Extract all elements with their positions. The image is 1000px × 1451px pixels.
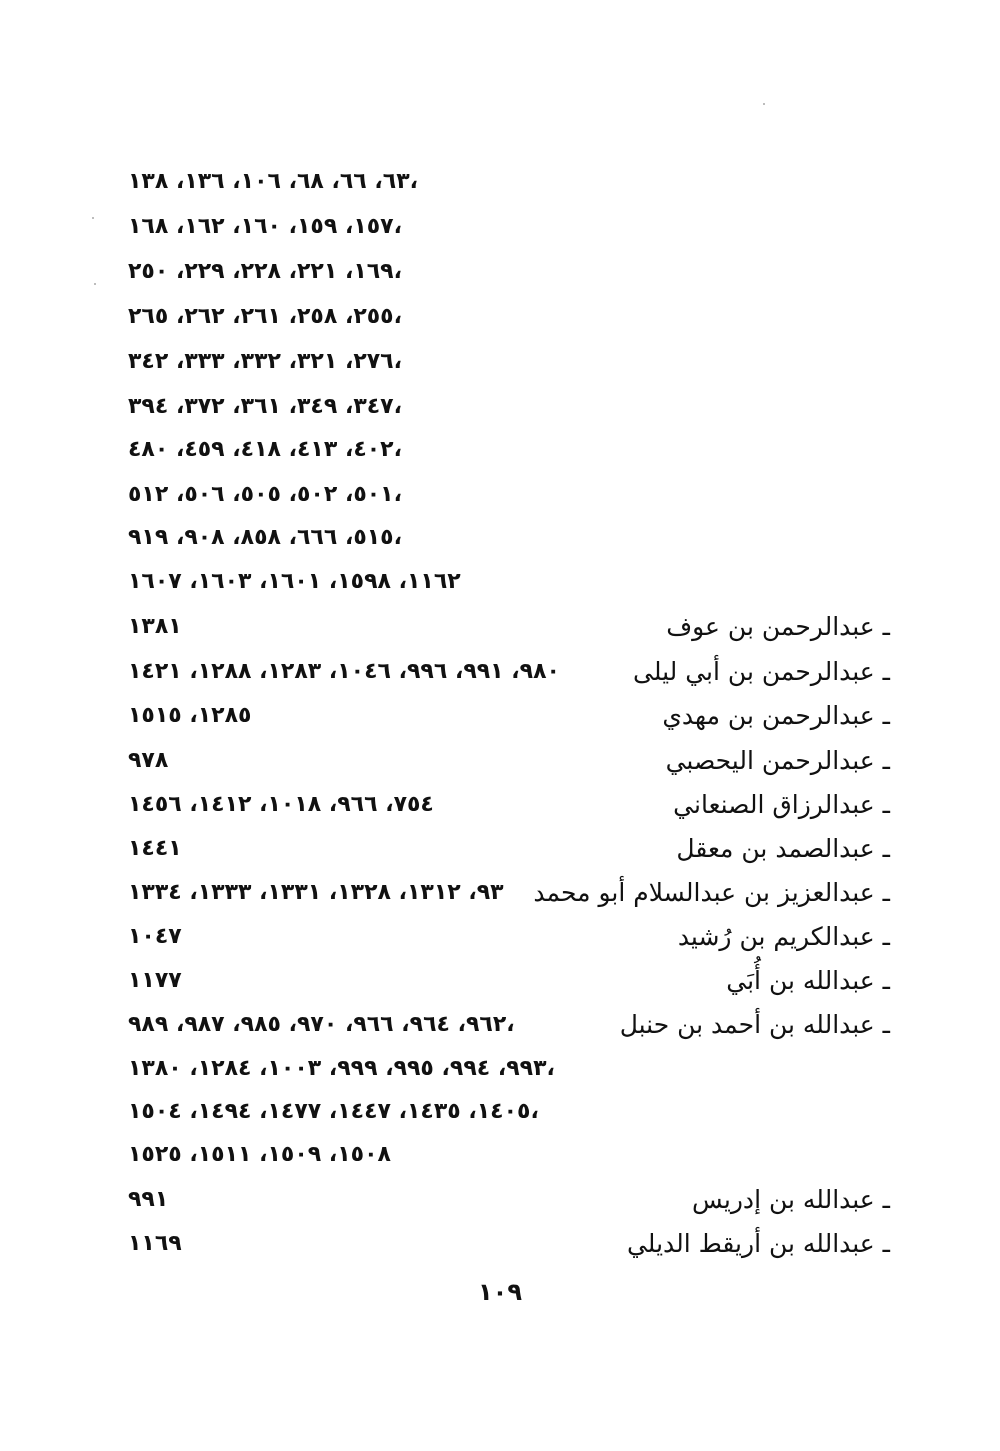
page-number: ١٠٩: [478, 1278, 522, 1306]
entry-page-refs: ١٦٩، ٢٢١، ٢٢٨، ٢٢٩، ٢٥٠،: [128, 259, 402, 284]
index-entry: [0, 562, 1000, 602]
index-entry: [0, 741, 1000, 781]
entry-name: ـ عبدالرحمن بن مهدي: [662, 701, 890, 730]
entry-page-refs: ٥١٥، ٦٦٦، ٨٥٨، ٩٠٨، ٩١٩،: [128, 525, 402, 550]
entry-page-refs: ١٥٧، ١٥٩، ١٦٠، ١٦٢، ١٦٨،: [128, 214, 402, 239]
entry-name: ـ عبدالرزاق الصنعاني: [673, 790, 890, 819]
entry-page-refs: ١١٧٧: [128, 968, 182, 993]
index-entry: [0, 652, 1000, 692]
index-entry: [0, 475, 1000, 515]
entry-name: ـ عبدالله بن أحمد بن حنبل: [619, 1010, 890, 1039]
index-entry: [0, 518, 1000, 558]
entry-page-refs: ١٤٠٥، ١٤٣٥، ١٤٤٧، ١٤٧٧، ١٤٩٤، ١٥٠٤،: [128, 1099, 539, 1124]
entry-page-refs: ١٣٨١: [128, 614, 182, 639]
entry-page-refs: ٤٠٢، ٤١٣، ٤١٨، ٤٥٩، ٤٨٠،: [128, 437, 402, 462]
entry-page-refs: ١١٦٩: [128, 1231, 182, 1256]
entry-page-refs: ١١٦٢، ١٥٩٨، ١٦٠١، ١٦٠٣، ١٦٠٧: [128, 569, 461, 594]
index-entry: [0, 207, 1000, 247]
entry-page-refs: ٥٠١، ٥٠٢، ٥٠٥، ٥٠٦، ٥١٢،: [128, 482, 402, 507]
entry-name: ـ عبدالله بن أريقط الديلي: [626, 1229, 890, 1258]
entry-page-refs: ٢٧٦، ٣٢١، ٣٣٢، ٣٣٣، ٣٤٢،: [128, 349, 402, 374]
index-entry: [0, 297, 1000, 337]
index-entry: [0, 1180, 1000, 1220]
entry-name: ـ عبدالعزيز بن عبدالسلام أبو محمد: [533, 878, 890, 907]
entry-page-refs: ٦٣، ٦٦، ٦٨، ١٠٦، ١٣٦، ١٣٨،: [128, 169, 418, 194]
entry-page-refs: ١٥٠٨، ١٥٠٩، ١٥١١، ١٥٢٥: [128, 1142, 391, 1167]
entry-page-refs: ٩٩٣، ٩٩٤، ٩٩٥، ٩٩٩، ١٠٠٣، ١٢٨٤، ١٣٨٠،: [128, 1056, 555, 1081]
index-entry: [0, 1049, 1000, 1089]
index-entry: [0, 696, 1000, 736]
index-entry: [0, 387, 1000, 427]
entry-page-refs: ١٤٤١: [128, 836, 182, 861]
entry-page-refs: ١٠٤٧: [128, 924, 182, 949]
entry-name: ـ عبدالرحمن اليحصبي: [665, 746, 890, 775]
entry-name: ـ عبدالرحمن بن عوف: [666, 612, 890, 641]
index-entry: [0, 961, 1000, 1001]
entry-page-refs: ٧٥٤، ٩٦٦، ١٠١٨، ١٤١٢، ١٤٥٦: [128, 792, 434, 817]
entry-name: ـ عبدالصمد بن معقل: [676, 834, 890, 863]
index-entry: [0, 252, 1000, 292]
entry-name: ـ عبدالرحمن بن أبي ليلى: [633, 657, 890, 686]
entry-page-refs: ٩٣، ١٣١٢، ١٣٢٨، ١٣٣١، ١٣٣٣، ١٣٣٤: [128, 880, 504, 905]
index-entry: [0, 873, 1000, 913]
entry-page-refs: ٣٤٧، ٣٤٩، ٣٦١، ٣٧٢، ٣٩٤،: [128, 394, 402, 419]
index-entry: [0, 785, 1000, 825]
entry-name: ـ عبدالكريم بن رُشيد: [677, 922, 890, 951]
index-entry: [0, 917, 1000, 957]
scan-speck: [763, 103, 765, 105]
index-entry: [0, 1005, 1000, 1045]
index-entry: [0, 607, 1000, 647]
index-entry: [0, 430, 1000, 470]
index-entry: [0, 162, 1000, 202]
entry-page-refs: ١٢٨٥، ١٥١٥: [128, 703, 252, 728]
entry-page-refs: ٩٩١: [128, 1187, 169, 1212]
entry-page-refs: ٩٨٠، ٩٩١، ٩٩٦، ١٠٤٦، ١٢٨٣، ١٢٨٨، ١٤٢١: [128, 659, 560, 684]
index-entry: [0, 342, 1000, 382]
index-entry: [0, 829, 1000, 869]
entry-name: ـ عبدالله بن أُبَي: [726, 966, 890, 995]
entry-page-refs: ٩٧٨: [128, 748, 169, 773]
entry-page-refs: ٩٦٢، ٩٦٤، ٩٦٦، ٩٧٠، ٩٨٥، ٩٨٧، ٩٨٩،: [128, 1012, 515, 1037]
entry-name: ـ عبدالله بن إدريس: [692, 1185, 890, 1214]
entry-page-refs: ٢٥٥، ٢٥٨، ٢٦١، ٢٦٢، ٢٦٥،: [128, 304, 402, 329]
index-entry: [0, 1135, 1000, 1175]
index-entry: [0, 1092, 1000, 1132]
index-entry: [0, 1224, 1000, 1264]
